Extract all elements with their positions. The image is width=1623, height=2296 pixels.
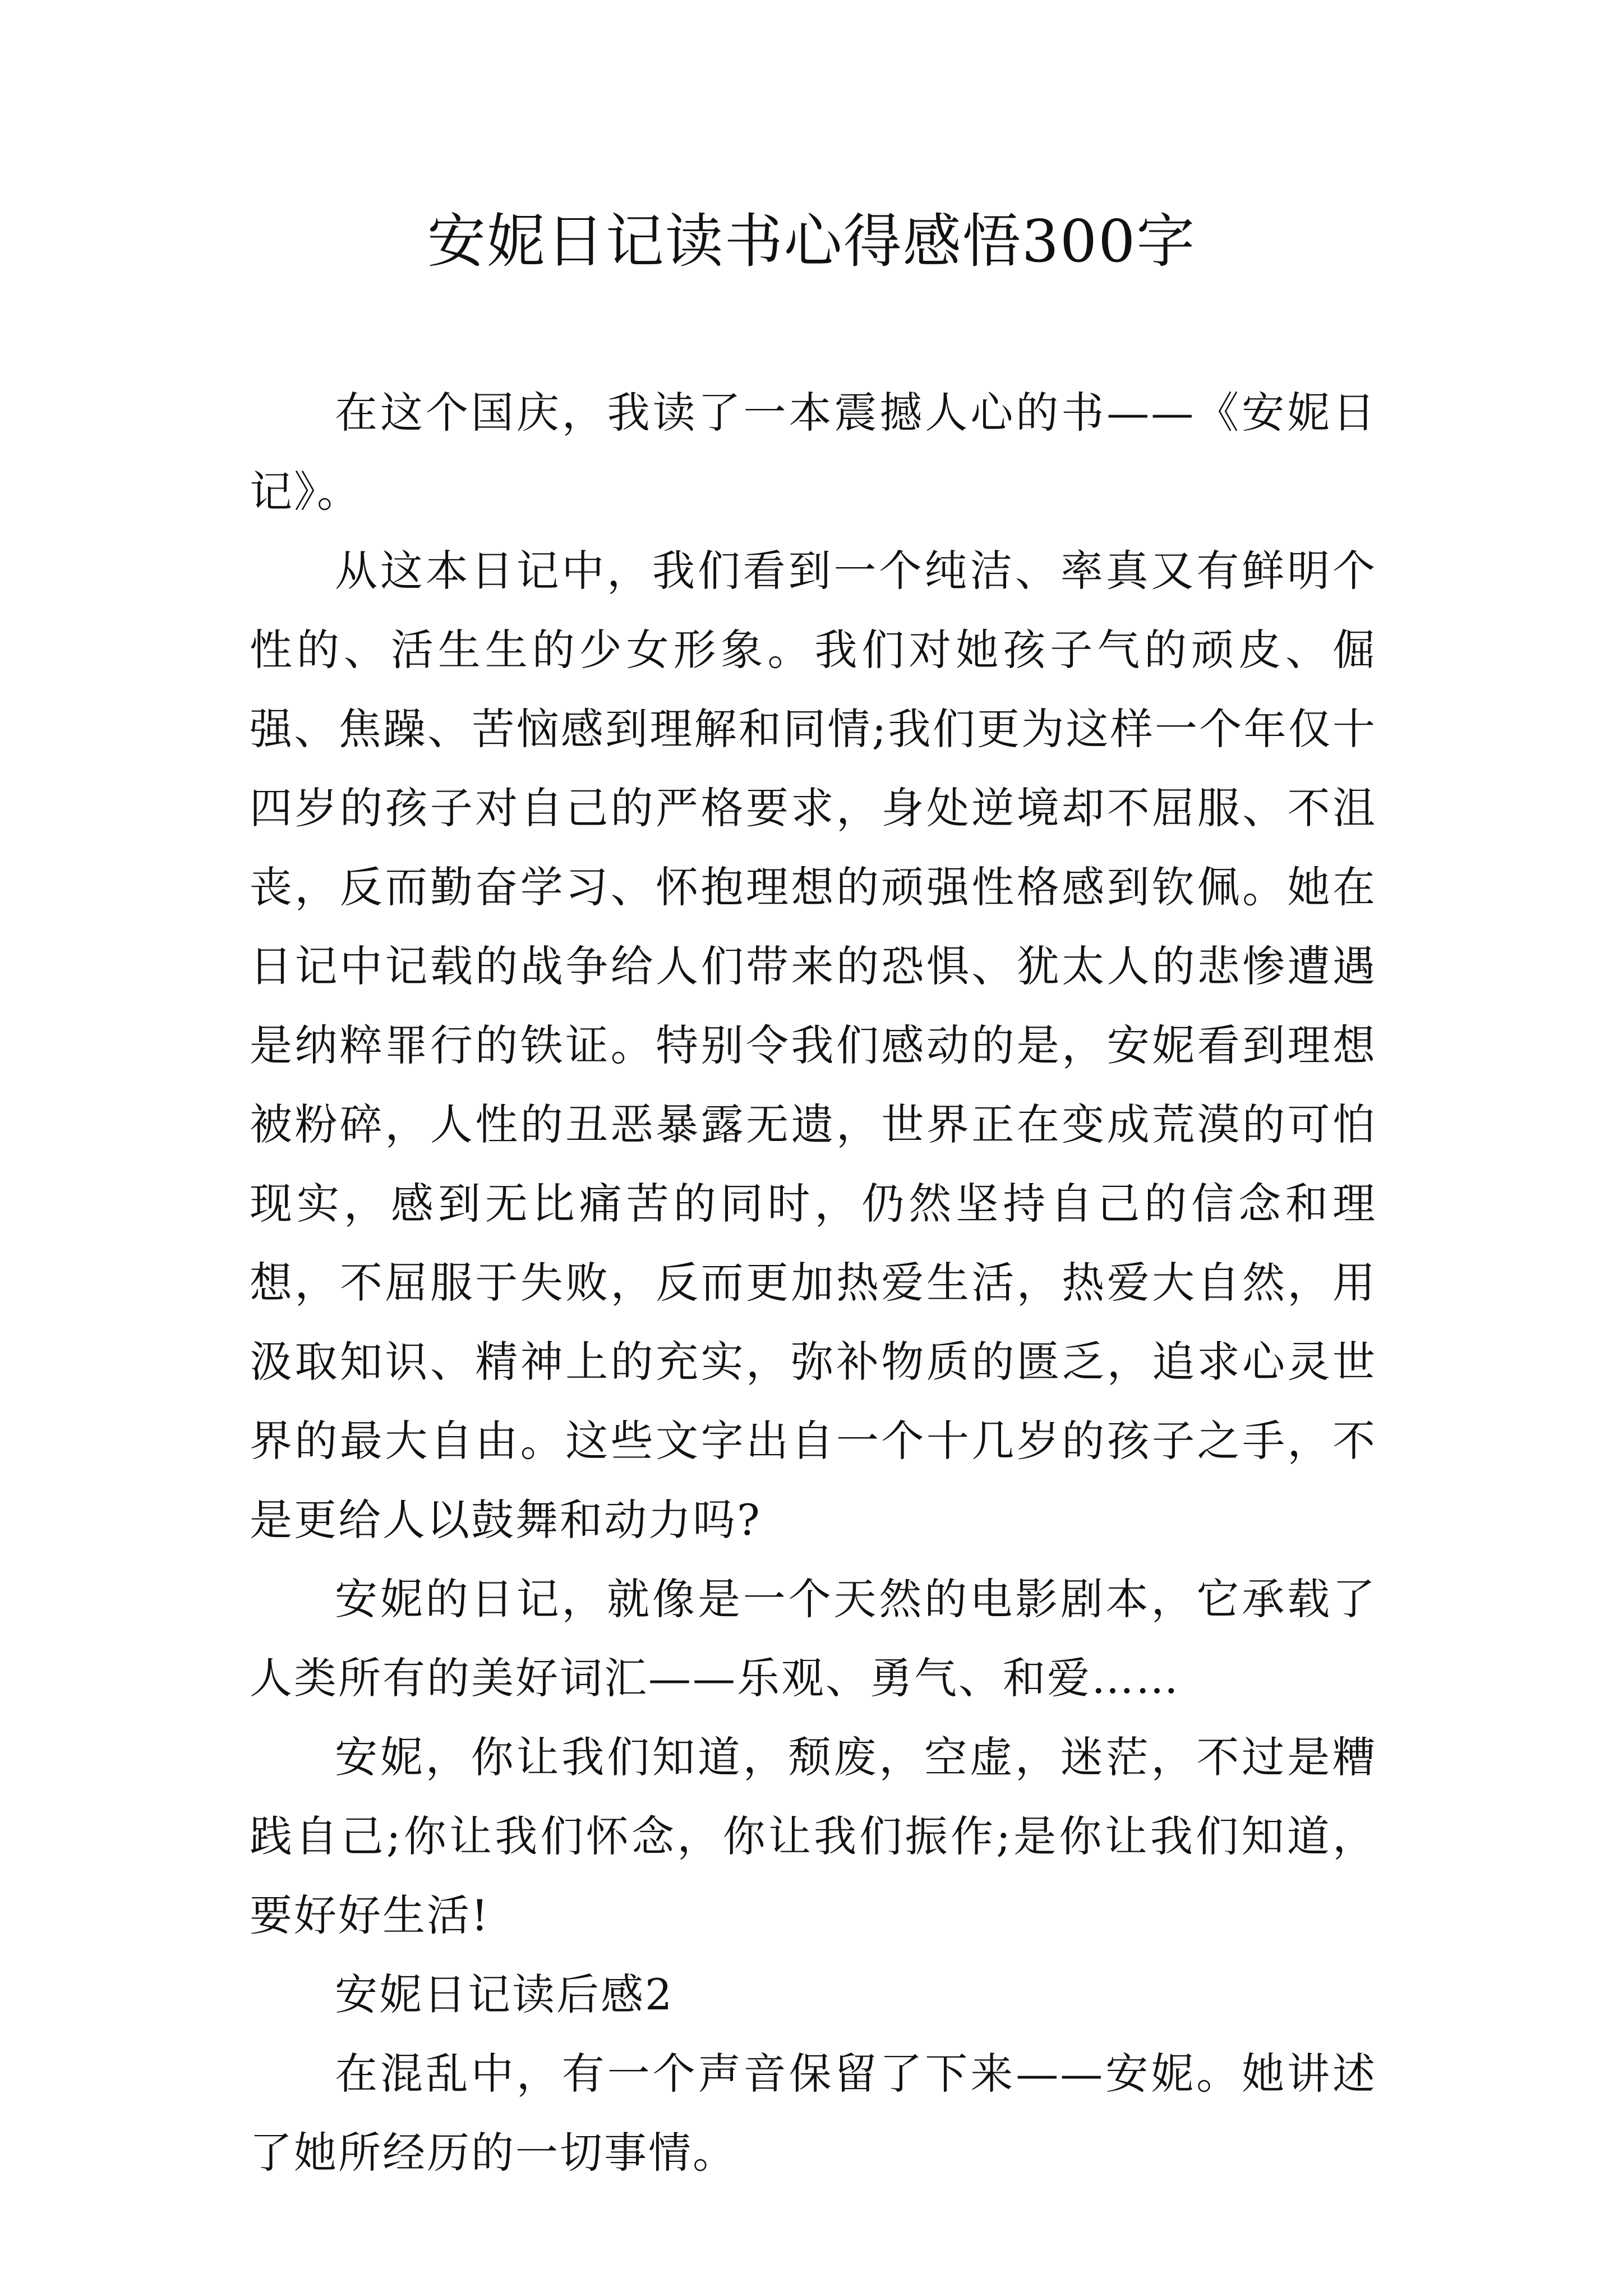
paragraph-4: 安妮，你让我们知道，颓废，空虚，迷茫，不过是糟践自己;你让我们怀念，你让我们振作;是你让我们知道，要好好生活! [250, 1732, 1377, 1940]
paragraph-3: 安妮的日记，就像是一个天然的电影剧本，它承载了人类所有的美好词汇——乐观、勇气、和爱…… [250, 1574, 1377, 1703]
paragraph-2: 从这本日记中，我们看到一个纯洁、率真又有鲜明个性的、活生生的少女形象。我们对她孩子气的顽皮、倔强、焦躁、苦恼感到理解和同情;我们更为这样一个年仅十四岁的孩子对自己的严格要求，身处逆境却不屈服、不沮丧，反而勤奋学习、怀抱理想的顽强性格感到钦佩。她在日记中记载的战争给人们带来的恐惧、犹太人的悲惨遭遇是纳粹罪行的铁证。特别令我们感动的是，安妮看到理想被粉碎，人性的丑恶暴露无遗，世界正在变成荒漠的可怕现实，感到无比痛苦的同时，仍然坚持自己的信念和理想，不屈服于失败，反而更加热爱生活，热爱大自然，用汲取知识、精神上的充实，弥补物质的匮乏，追求心灵世界的最大自由。这些文字出自一个十几岁的孩子之手，不是更给人以鼓舞和动力吗? [250, 546, 1377, 1545]
document-body [250, 373, 1377, 2192]
document-title: 安妮日记读书心得感悟300字 [427, 207, 1196, 275]
section-heading: 安妮日记读后感2 [335, 1970, 674, 2019]
paragraph-5: 在混乱中，有一个声音保留了下来——安妮。她讲述了她所经历的一切事情。 [250, 2049, 1377, 2178]
paragraph-1: 在这个国庆，我读了一本震撼人心的书——《安妮日记》。 [250, 388, 1377, 517]
